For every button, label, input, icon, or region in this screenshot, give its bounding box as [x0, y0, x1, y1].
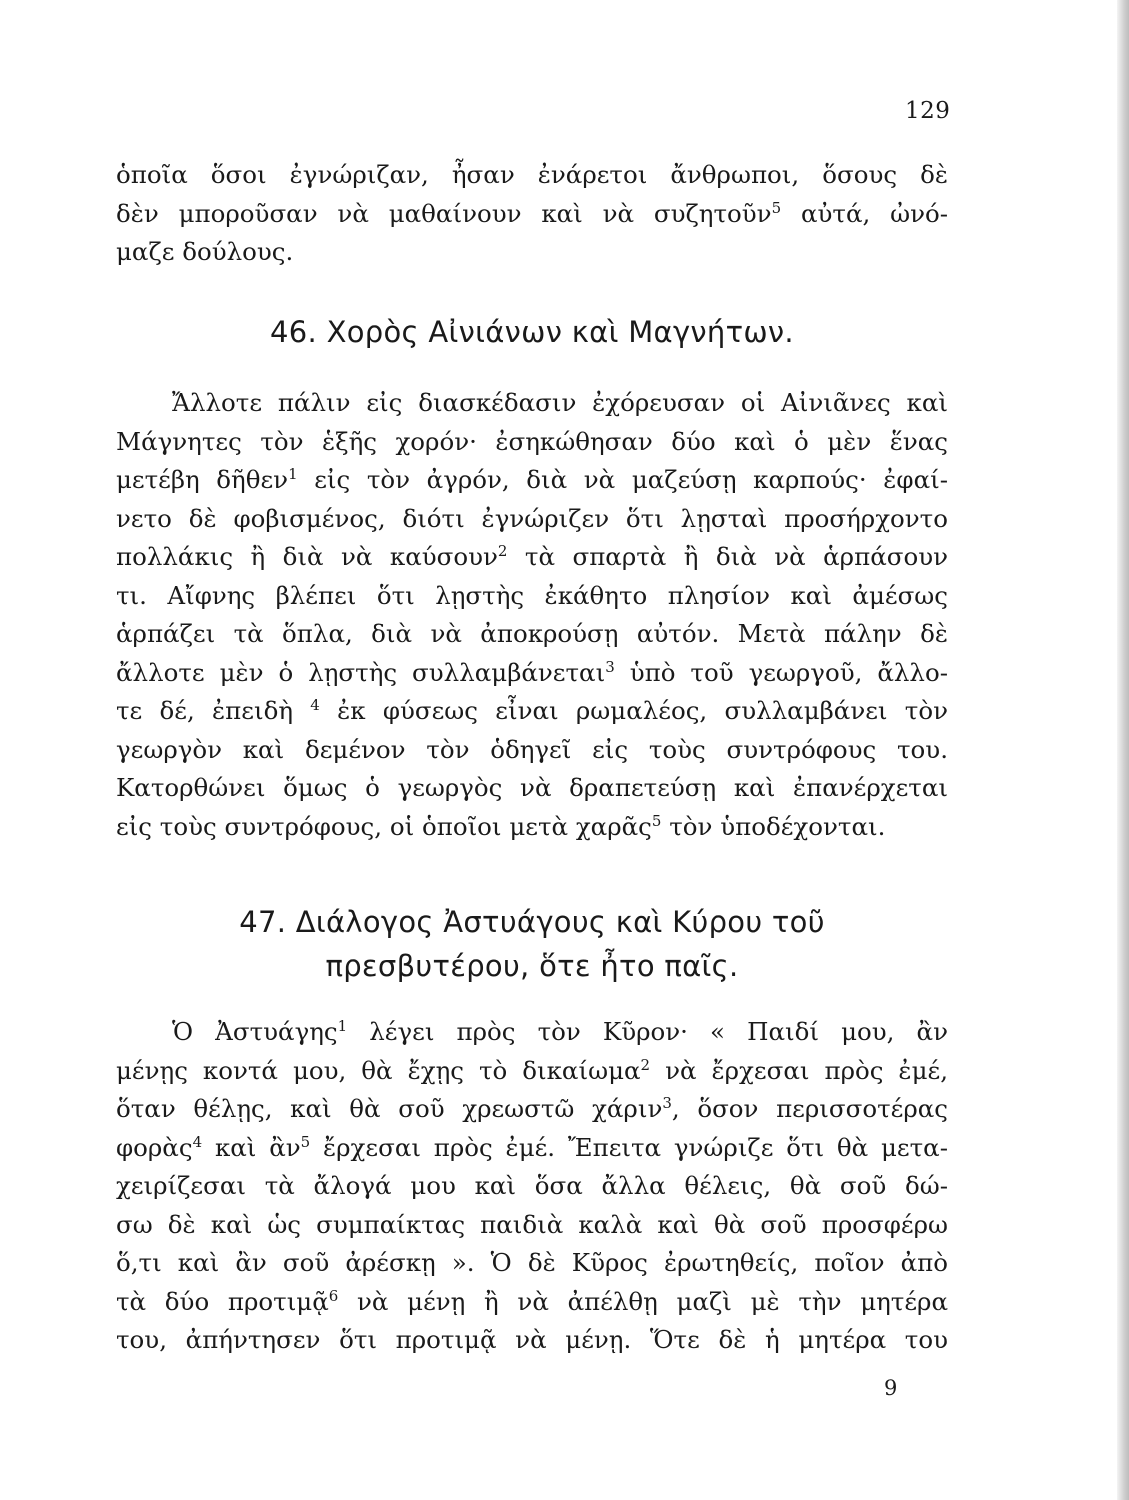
text-line: γεωργὸν καὶ δεμένον τὸν ὁδηγεῖ εἰς τοὺς συντρόφους του.	[116, 734, 948, 764]
text-line: χειρίζεσαι τὰ ἄλογά μου καὶ ὅσα ἄλλα θέλεις, θὰ σοῦ δώ-	[116, 1171, 948, 1200]
text-line: ὅ,τι καὶ ἂν σοῦ ἀρέσκῃ ». Ὁ δὲ Κῦρος ἐρωτηθείς, ποῖον ἀπὸ	[116, 1248, 948, 1277]
footnote-ref: 1	[337, 1017, 348, 1035]
footnote-ref: 1	[288, 465, 298, 483]
text-line: δὲν μποροῦσαν νὰ μαθαίνουν καὶ νὰ συζητοῦν$^5$ αὐτά, ὠνό-	[116, 198, 949, 228]
footnote-ref: 2	[497, 542, 508, 560]
footnote-ref: 5	[300, 1132, 311, 1151]
footnote-ref: 4	[310, 696, 320, 714]
section-46-body	[116, 384, 948, 846]
signature-mark: 9	[884, 1376, 898, 1400]
text-line: μαζε δούλους.	[116, 237, 294, 266]
intro-paragraph	[116, 156, 948, 272]
footnote-ref: 5	[651, 811, 662, 830]
footnote-ref: 3	[662, 1094, 672, 1112]
text-line: νετο δὲ φοβισμένος, διότι ἐγνώριζεν ὅτι λῃσταὶ προσήρχοντο	[116, 503, 948, 533]
text-line: Ὁ Ἀστυάγης$^1$ λέγει πρὸς τὸν Κῦρον· « Παιδί μου, ἂν	[172, 1017, 948, 1046]
section-46-title: 46. Χορὸς Αἰνιάνων καὶ Μαγνήτων.	[270, 315, 794, 349]
text-line: μετέβη δῆθεν$^1$ εἰς τὸν ἀγρόν, διὰ νὰ μαζεύσῃ καρπούς· ἐφαί-	[116, 465, 948, 494]
text-line: Ἄλλοτε πάλιν εἰς διασκέδασιν ἐχόρευσαν οἱ Αἰνιᾶνες καὶ	[172, 388, 948, 417]
text-line: ὁποῖα ὅσοι ἐγνώριζαν, ἦσαν ἐνάρετοι ἄνθρωποι, ὅσους δὲ	[116, 160, 948, 189]
footnote-ref: 5	[771, 198, 782, 217]
text-line: Μάγνητες τὸν ἑξῆς χορόν· ἐσηκώθησαν δύο καὶ ὁ μὲν ἕνας	[116, 426, 948, 456]
text-line: τε δέ, ἐπειδὴ $^4$ ἐκ φύσεως εἶναι ρωμαλέος, συλλαμβάνει τὸν	[116, 696, 948, 725]
footnote-ref: 6	[328, 1286, 339, 1305]
text-line: εἰς τοὺς συντρόφους, οἱ ὁποῖοι μετὰ χαρᾶς$^5$ τὸν ὑποδέχονται.	[116, 811, 886, 841]
text-line: ἁρπάζει τὰ ὅπλα, διὰ νὰ ἀποκρούσῃ αὐτόν. Μετὰ πάλην δὲ	[116, 619, 948, 648]
text-line: ὅταν θέλῃς, καὶ θὰ σοῦ χρεωστῶ χάριν$^3$, ὅσον περισσοτέρας	[116, 1094, 948, 1123]
text-line: ἄλλοτε μὲν ὁ λῃστὴς συλλαμβάνεται$^3$ ὑπὸ τοῦ γεωργοῦ, ἄλλο-	[116, 657, 948, 687]
footnote-ref: 3	[605, 657, 615, 676]
page-number: 129	[905, 98, 951, 124]
text-line: τὰ δύο προτιμᾷ$^6$ νὰ μένῃ ἢ νὰ ἀπέλθῃ μαζὶ μὲ τὴν μητέρα	[116, 1286, 949, 1316]
section-47-body	[116, 1013, 948, 1360]
text-line: τι. Αἴφνης βλέπει ὅτι λῃστὴς ἐκάθητο πλησίον καὶ ἀμέσως	[116, 580, 948, 610]
text-line: σω δὲ καὶ ὡς συμπαίκτας παιδιὰ καλὰ καὶ θὰ σοῦ προσφέρω	[116, 1209, 948, 1239]
footnote-ref: 2	[640, 1055, 651, 1074]
page-edge-shadow	[1117, 0, 1129, 1500]
text-line: πολλάκις ἢ διὰ νὰ καύσουν$^2$ τὰ σπαρτὰ ἢ διὰ νὰ ἁρπάσουν	[116, 542, 948, 571]
footnote-ref: 4	[192, 1132, 203, 1151]
text-line: φορὰς$^4$ καὶ ἂν$^5$ ἔρχεσαι πρὸς ἐμέ. Ἔπειτα γνώριζε ὅτι θὰ μετα-	[116, 1132, 948, 1162]
section-47-title: 47. Διάλογος Ἀστυάγους καὶ Κύρου τοῦ πρεσβυτέρου, ὅτε ἦτο παῖς.	[239, 905, 825, 983]
text-line: Κατορθώνει ὅμως ὁ γεωργὸς νὰ δραπετεύσῃ καὶ ἐπανέρχεται	[116, 773, 948, 802]
text-line: μένῃς κοντά μου, θὰ ἔχῃς τὸ δικαίωμα$^2$ νὰ ἔρχεσαι πρὸς ἐμέ,	[116, 1055, 948, 1085]
text-line: του, ἀπήντησεν ὅτι προτιμᾷ νὰ μένῃ. Ὅτε δὲ ἡ μητέρα του	[116, 1325, 948, 1354]
